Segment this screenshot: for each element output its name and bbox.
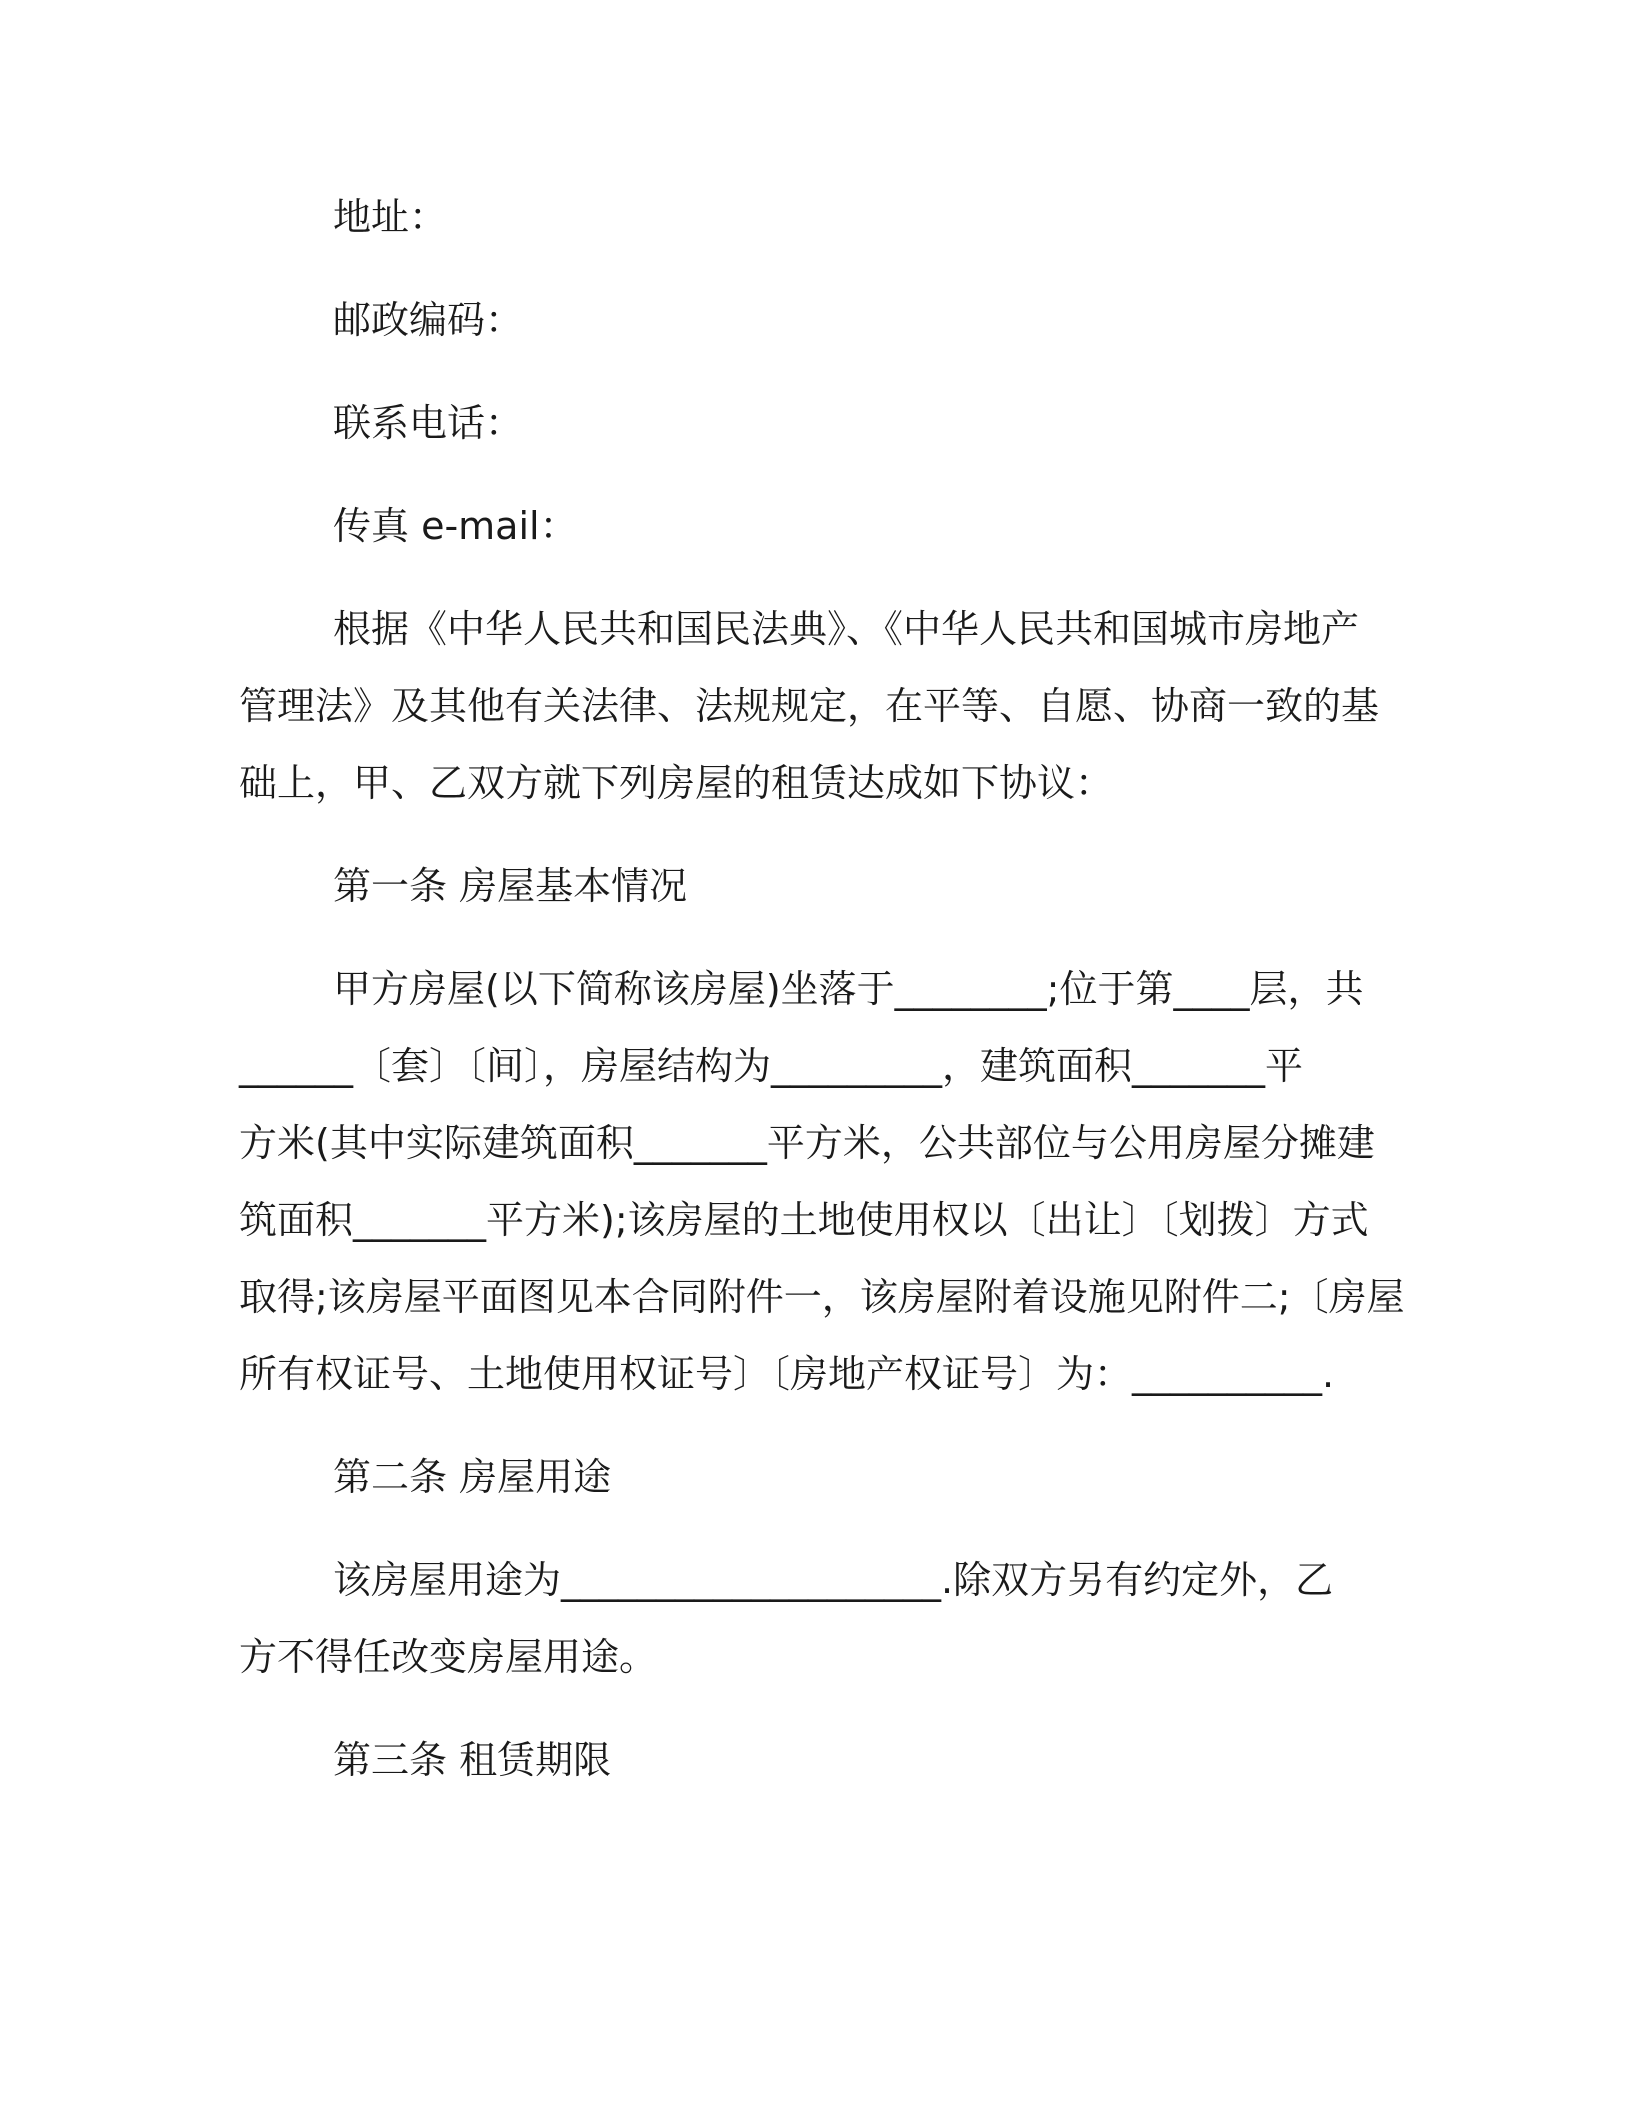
preamble-line-3: 础上，甲、乙双方就下列房屋的租赁达成如下协议：: [239, 761, 1114, 805]
article-2-line-2: 方不得任改变房屋用途。: [239, 1635, 658, 1679]
preamble-line-1: 根据《中华人民共和国民法典》、《中华人民共和国城市房地产: [333, 607, 1360, 651]
article-2-line-1: 该房屋用途为____________________.除双方另有约定外，乙: [333, 1558, 1334, 1602]
article-1-heading: 第一条 房屋基本情况: [333, 864, 688, 908]
postcode-label: 邮政编码：: [333, 298, 524, 342]
article-1-line-4: 筑面积_______平方米);该房屋的土地使用权以〔出让〕〔划拨〕方式: [239, 1198, 1369, 1242]
phone-label: 联系电话：: [333, 401, 524, 445]
article-1-line-6: 所有权证号、土地使用权证号〕〔房地产权证号〕为：__________.: [239, 1352, 1335, 1396]
article-1-line-2: ______〔套〕〔间〕，房屋结构为_________，建筑面积_______平: [239, 1044, 1304, 1088]
article-3-heading: 第三条 租赁期限: [333, 1738, 612, 1782]
article-2-heading: 第二条 房屋用途: [333, 1455, 612, 1499]
article-1-line-1: 甲方房屋(以下简称该房屋)坐落于________;位于第____层，共: [333, 967, 1364, 1011]
article-1-line-3: 方米(其中实际建筑面积_______平方米，公共部位与公用房屋分摊建: [239, 1121, 1375, 1165]
address-label: 地址：: [333, 195, 448, 239]
preamble-line-2: 管理法》及其他有关法律、法规规定，在平等、自愿、协商一致的基: [239, 684, 1380, 728]
article-1-line-5: 取得;该房屋平面图见本合同附件一，该房屋附着设施见附件二;〔房屋: [239, 1275, 1405, 1319]
fax-email-label: 传真 e-mail：: [333, 504, 578, 548]
